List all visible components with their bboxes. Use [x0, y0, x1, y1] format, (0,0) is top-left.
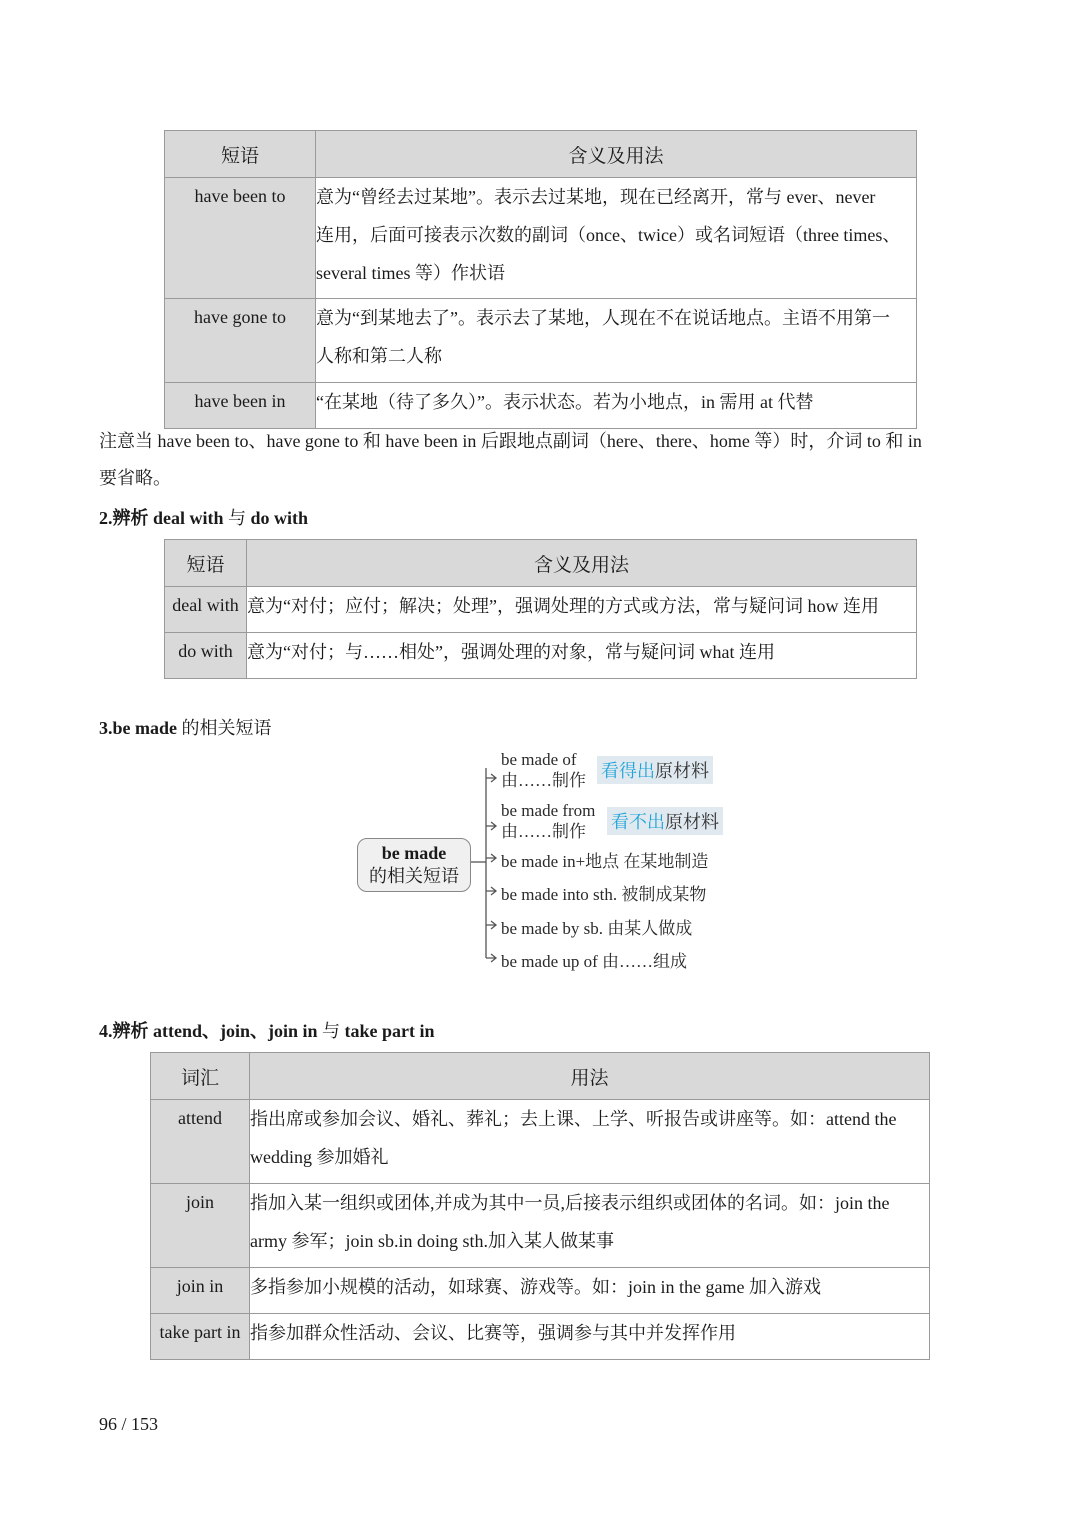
mind-map-root: be made 的相关短语	[357, 838, 471, 892]
branch-made-of: be made of 由……制作	[501, 750, 586, 790]
desc-cell: 指加入某一组织或团体,并成为其中一员,后接表示组织或团体的名词。如：join the army 参军；join sb.in doing sth.加入某人做某事	[250, 1184, 930, 1268]
table-header: 含义及用法	[247, 540, 917, 587]
table-attend-join	[150, 1052, 930, 1360]
desc-cell: 意为“对付；与……相处”，强调处理的对象，常与疑问词 what 连用	[247, 633, 917, 679]
desc-cell: 指参加群众性活动、会议、比赛等，强调参与其中并发挥作用	[250, 1314, 930, 1360]
table-row	[151, 1184, 930, 1268]
desc-cell: 多指参加小规模的活动，如球赛、游戏等。如：join in the game 加入游戏	[250, 1268, 930, 1314]
branch-made-from: be made from 由……制作	[501, 801, 596, 841]
phrase-cell: deal with	[165, 587, 247, 633]
section-heading-4: 4.辨析 attend、join、join in 与 take part in	[99, 1021, 435, 1041]
phrase-cell: attend	[151, 1100, 250, 1184]
table-header: 词汇	[151, 1053, 250, 1100]
branch-made-by: be made by sb. 由某人做成	[501, 919, 693, 938]
page-number: 96 / 153	[99, 1414, 159, 1434]
connector-arrow	[486, 887, 496, 895]
phrase-cell: have gone to	[165, 299, 316, 383]
desc-cell: 意为“曾经去过某地”。表示去过某地，现在已经离开，常与 ever、never 连用，后面可接表示次数的副词（once、twice）或名词短语（three times、 several times 等）作状语	[316, 178, 917, 299]
table-row	[151, 1268, 930, 1314]
desc-cell: “在某地（待了多久）”。表示状态。若为小地点，in 需用 at 代替	[316, 383, 917, 429]
phrase-cell: join	[151, 1184, 250, 1268]
tag-visible-material: 看得出原材料	[597, 756, 713, 784]
table-row	[151, 1314, 930, 1360]
table-header: 短语	[165, 131, 316, 178]
table-header: 短语	[165, 540, 247, 587]
branch-made-up-of: be made up of 由……组成	[501, 952, 688, 971]
desc-cell: 指出席或参加会议、婚礼、葬礼；去上课、上学、听报告或讲座等。如：attend the wedding 参加婚礼	[250, 1100, 930, 1184]
section-heading-3: 3.be made 的相关短语	[99, 718, 272, 738]
phrase-cell: do with	[165, 633, 247, 679]
table-header: 用法	[250, 1053, 930, 1100]
connector-arrow	[486, 954, 496, 962]
phrase-cell: join in	[151, 1268, 250, 1314]
branch-made-in: be made in+地点 在某地制造	[501, 852, 709, 871]
connector-arrow	[486, 822, 496, 830]
branch-made-into: be made into sth. 被制成某物	[501, 885, 707, 904]
desc-cell: 意为“对付；应付；解决；处理”，强调处理的方式或方法，常与疑问词 how 连用	[247, 587, 917, 633]
connector-arrow	[486, 854, 496, 862]
note-line: 注意当 have been to、have gone to 和 have been in 后跟地点副词（here、there、home 等）时，介词 to 和 in	[99, 431, 922, 451]
connector-arrow	[486, 921, 496, 929]
note-line: 要省略。	[99, 468, 171, 488]
phrase-cell: have been in	[165, 383, 316, 429]
connector-arrow	[486, 774, 496, 782]
tag-invisible-material: 看不出原材料	[607, 807, 723, 835]
phrase-cell: take part in	[151, 1314, 250, 1360]
section-heading-2: 2.辨析 deal with 与 do with	[99, 508, 309, 528]
table-header: 含义及用法	[316, 131, 917, 178]
table-row	[151, 1100, 930, 1184]
desc-cell: 意为“到某地去了”。表示去了某地，人现在不在说话地点。主语不用第一 人称和第二人称	[316, 299, 917, 383]
phrase-cell: have been to	[165, 178, 316, 299]
